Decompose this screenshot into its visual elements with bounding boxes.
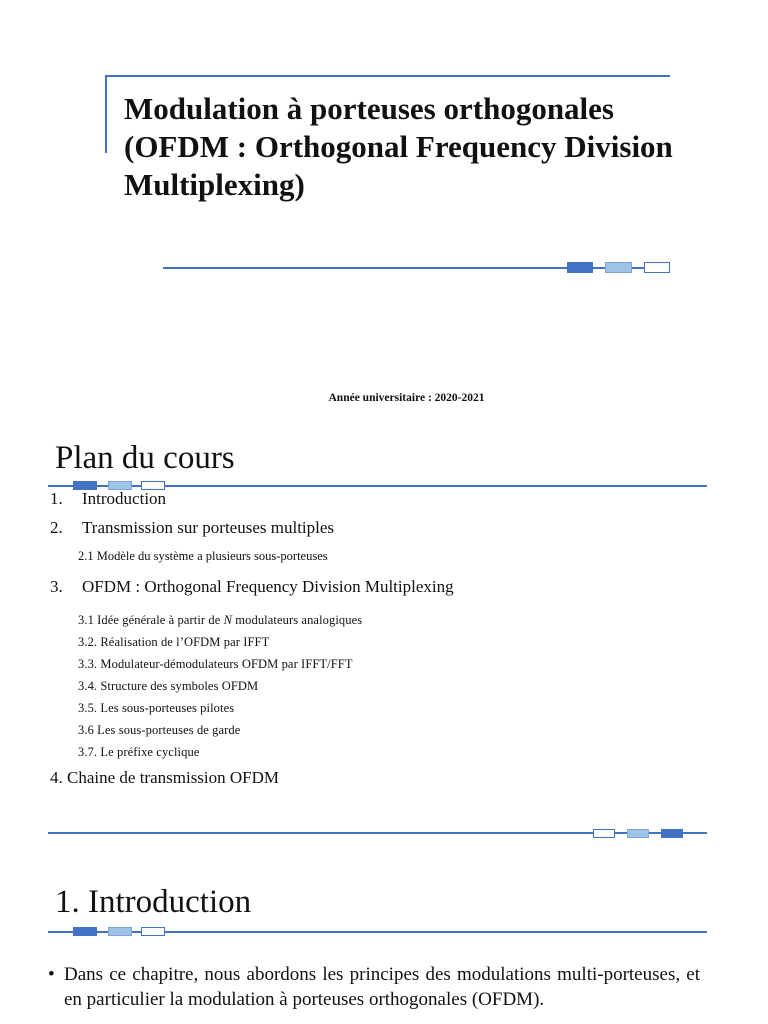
outline-subitem-3-2: 3.2. Réalisation de l’OFDM par IFFT [78,635,270,649]
decor-block-light [605,262,632,273]
outline-title: Plan du cours [55,440,235,476]
decor-block-empty [644,262,670,273]
outline-subitem-3-5: 3.5. Les sous-porteuses pilotes [78,701,235,715]
outline-item-1: 1. Introduction [50,489,167,508]
title-bottom-rule [163,267,567,269]
introduction-bullet: • Dans ce chapitre, nous abordons les principes des modulations multi-porteuses, et en particulier la modulation à porteuses orthogonales (OFDM). [48,964,700,1010]
title-left-rule [105,75,107,153]
bullet-icon: • [48,964,55,985]
slide-title: Modulation à porteuses orthogonales (OFDM : Orthogonal Frequency Division Multiplexing) [124,91,673,202]
outline-subitem-3-7: 3.7. Le préfixe cyclique [78,745,200,759]
outline-subitem-3-1: 3.1 Idée générale à partir de N modulateurs analogiques [78,613,363,627]
decor-block-empty [141,927,165,936]
decor-block-light [108,927,132,936]
outline-item-2: 2. Transmission sur porteuses multiples [50,518,335,537]
decor-block-dark [567,262,593,273]
decor-block-dark [73,927,97,936]
outline-subitem-3-4: 3.4. Structure des symboles OFDM [78,679,259,693]
decor-block-light [627,829,649,838]
outline-item-3: 3. OFDM : Orthogonal Frequency Division Multiplexing [50,577,454,596]
outline-item-4: 4. Chaine de transmission OFDM [50,768,280,787]
introduction-title: 1. Introduction [55,884,252,920]
decor-block-empty [593,829,615,838]
outline-subitem-3-6: 3.6 Les sous-porteuses de garde [78,723,241,737]
outline-subitem-3-3: 3.3. Modulateur-démodulateurs OFDM par IFFT/FFT [78,657,353,671]
decor-block-dark [661,829,683,838]
outline-subitem-2-1: 2.1 Modèle du système a plusieurs sous-porteuses [78,549,328,563]
outline-bottom-rule [48,832,593,834]
academic-year: Année universitaire : 2020-2021 [328,392,485,404]
title-top-rule [105,75,670,77]
